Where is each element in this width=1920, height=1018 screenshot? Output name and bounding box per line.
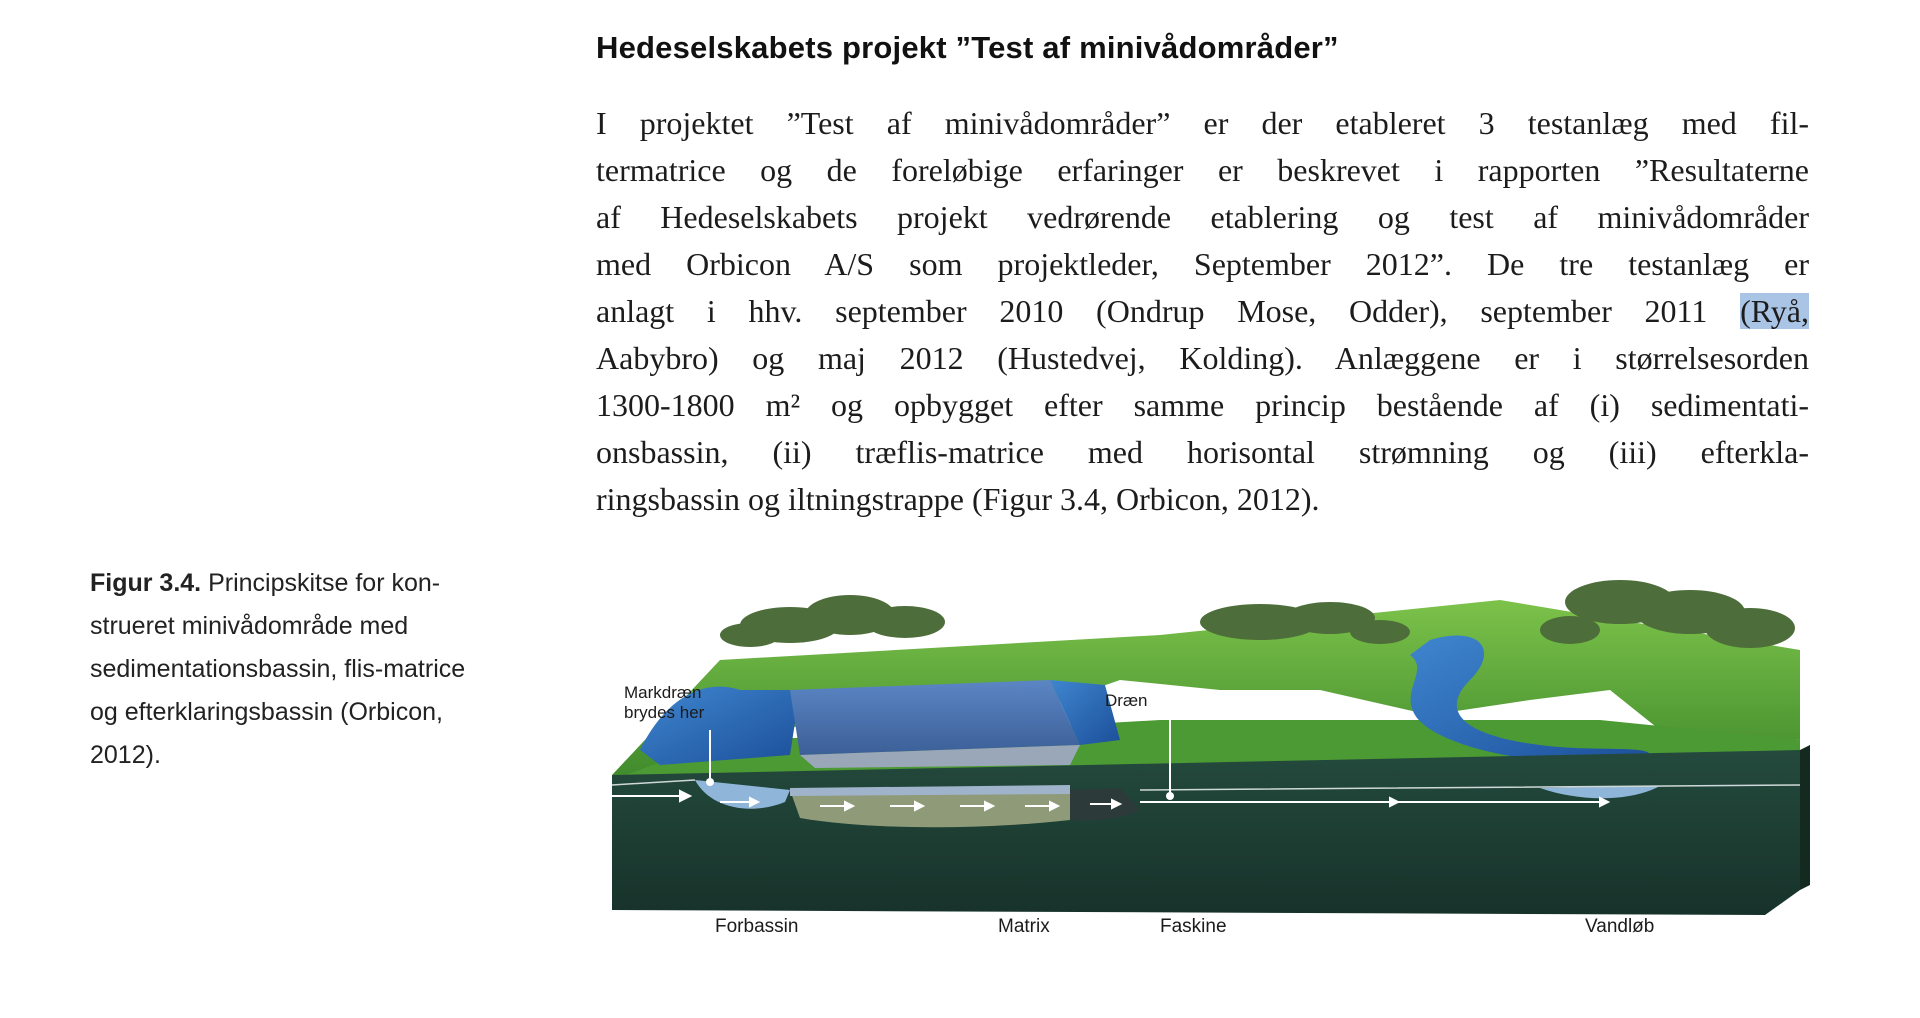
section-heading: Hedeselskabets projekt ”Test af minivådområder” bbox=[596, 30, 1339, 65]
caption-line: strueret minivådområde med bbox=[90, 612, 409, 640]
label-vandlob: Vandløb bbox=[1585, 916, 1655, 937]
label-brydes-her: brydes her bbox=[624, 703, 705, 722]
figure-caption bbox=[90, 562, 560, 777]
wetland-cross-section-figure bbox=[600, 540, 1810, 960]
label-forbassin: Forbassin bbox=[715, 916, 799, 937]
label-draen: Dræn bbox=[1105, 691, 1148, 710]
caption-line: sedimentationsbassin, flis-matrice bbox=[90, 655, 466, 683]
paragraph-line: 1300-1800 m² og opbygget efter samme princip bestående af (i) sedimentati- bbox=[596, 387, 1809, 423]
paragraph-line: ringsbassin og iltningstrappe (Figur 3.4, Orbicon, 2012). bbox=[596, 481, 1320, 517]
paragraph-line: termatrice og de foreløbige erfaringer er beskrevet i rapporten ”Resultaterne bbox=[596, 152, 1809, 188]
paragraph-line bbox=[596, 288, 1809, 335]
label-matrix: Matrix bbox=[998, 916, 1050, 937]
paragraph-line: med Orbicon A/S som projektleder, September 2012”. De tre testanlæg er bbox=[596, 246, 1809, 282]
caption-line bbox=[90, 562, 560, 605]
paragraph-line: af Hedeselskabets projekt vedrørende etablering og test af minivådområder bbox=[596, 199, 1809, 235]
paragraph-line: Aabybro) og maj 2012 (Hustedvej, Kolding). Anlæggene er i størrelsesorden bbox=[596, 340, 1809, 376]
paragraph-line: onsbassin, (ii) træflis-matrice med horisontal strømning og (iii) efterkla- bbox=[596, 434, 1809, 470]
caption-label: Figur 3.4. bbox=[90, 569, 202, 597]
caption-line: og efterklaringsbassin (Orbicon, bbox=[90, 698, 443, 726]
matrix-pool bbox=[790, 680, 1080, 755]
caption-line: 2012). bbox=[90, 741, 161, 769]
text-selection-highlight[interactable]: (Ryå, bbox=[1740, 293, 1809, 329]
label-faskine: Faskine bbox=[1160, 916, 1227, 937]
paragraph-line-text: anlagt i hhv. september 2010 (Ondrup Mose, Odder), september 2011 bbox=[596, 293, 1741, 329]
label-markdraen: Markdræn bbox=[624, 683, 702, 702]
body-paragraph bbox=[596, 100, 1809, 523]
caption-text: Principskitse for kon- bbox=[201, 569, 441, 597]
paragraph-line: I projektet ”Test af minivådområder” er der etableret 3 testanlæg med fil- bbox=[596, 105, 1809, 141]
